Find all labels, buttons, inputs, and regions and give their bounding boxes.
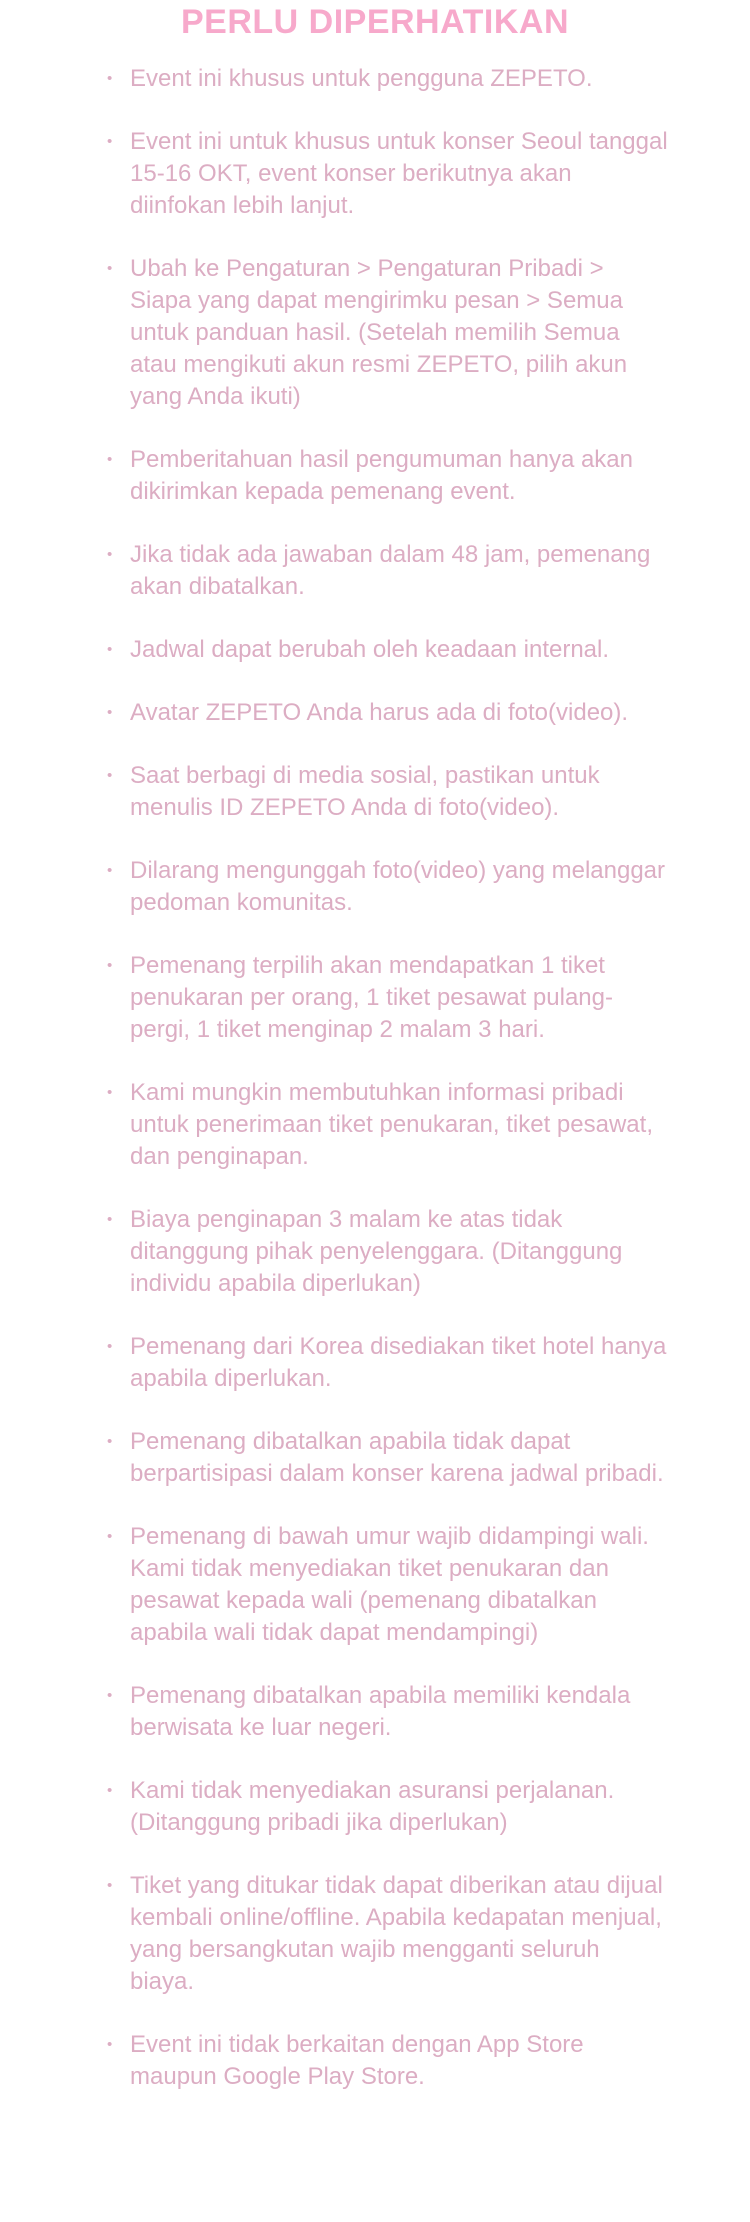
list-item	[0, 253, 750, 413]
list-item	[0, 1775, 750, 1839]
list-item-text: Jika tidak ada jawaban dalam 48 jam, pemenang akan dibatalkan.	[130, 541, 651, 600]
list-item-text: Pemenang dibatalkan apabila memiliki kendala berwisata ke luar negeri.	[130, 1682, 631, 1741]
bullet-icon: •	[107, 133, 113, 150]
bullet-icon: •	[107, 546, 113, 563]
list-item-text: Kami tidak menyediakan asuransi perjalanan. (Ditanggung pribadi jika diperlukan)	[130, 1777, 615, 1836]
bullet-icon: •	[107, 1433, 113, 1450]
list-item	[0, 950, 750, 1046]
list-item	[0, 1680, 750, 1744]
list-item-text: Avatar ZEPETO Anda harus ada di foto(video).	[130, 699, 629, 726]
bullet-icon: •	[107, 1782, 113, 1799]
bullet-icon: •	[107, 1338, 113, 1355]
list-item	[0, 63, 750, 95]
bullet-icon: •	[107, 957, 113, 974]
list-item-text: Tiket yang ditukar tidak dapat diberikan atau dijual kembali online/offline. Apabila kedapatan menjual, yang bersangkutan wajib mengganti seluruh biaya.	[130, 1872, 663, 1995]
list-item	[0, 444, 750, 508]
list-item	[0, 1204, 750, 1300]
list-item-text: Pemberitahuan hasil pengumuman hanya akan dikirimkan kepada pemenang event.	[130, 446, 634, 505]
list-item	[0, 855, 750, 919]
bullet-icon: •	[107, 1211, 113, 1228]
bullet-icon: •	[107, 767, 113, 784]
bullet-icon: •	[107, 704, 113, 721]
list-item-text: Kami mungkin membutuhkan informasi pribadi untuk penerimaan tiket penukaran, tiket pesawat, dan penginapan.	[130, 1079, 653, 1170]
list-item-text: Event ini khusus untuk pengguna ZEPETO.	[130, 65, 593, 92]
bullet-icon: •	[107, 641, 113, 658]
list-item	[0, 697, 750, 729]
list-item-text: Pemenang di bawah umur wajib didampingi wali. Kami tidak menyediakan tiket penukaran dan pesawat kepada wali (pemenang dibatalkan apabila wali tidak dapat mendampingi)	[130, 1523, 649, 1646]
list-item-text: Saat berbagi di media sosial, pastikan untuk menulis ID ZEPETO Anda di foto(video).	[130, 762, 600, 821]
bullet-icon: •	[107, 260, 113, 277]
list-item-text: Ubah ke Pengaturan > Pengaturan Pribadi > Siapa yang dapat mengirimku pesan > Semua untuk panduan hasil. (Setelah memilih Semua atau mengikuti akun resmi ZEPETO, pilih akun yang Anda ikuti)	[130, 255, 628, 410]
list-item	[0, 539, 750, 603]
bullet-icon: •	[107, 862, 113, 879]
list-item	[0, 1077, 750, 1173]
list-item	[0, 1521, 750, 1649]
list-item	[0, 1870, 750, 1998]
list-item-text: Pemenang dari Korea disediakan tiket hotel hanya apabila diperlukan.	[130, 1333, 667, 1392]
bullet-icon: •	[107, 1687, 113, 1704]
bullet-icon: •	[107, 1528, 113, 1545]
list-item	[0, 1426, 750, 1490]
bullet-icon: •	[107, 70, 113, 87]
bullet-icon: •	[107, 1084, 113, 1101]
bullet-icon: •	[107, 451, 113, 468]
list-item	[0, 760, 750, 824]
bullet-icon: •	[107, 2036, 113, 2053]
list-item	[0, 2029, 750, 2093]
list-item-text: Event ini tidak berkaitan dengan App Store maupun Google Play Store.	[130, 2031, 584, 2090]
notice-list	[0, 63, 750, 2124]
list-item-text: Jadwal dapat berubah oleh keadaan internal.	[130, 636, 610, 663]
list-item	[0, 1331, 750, 1395]
bullet-icon: •	[107, 1877, 113, 1894]
list-item	[0, 634, 750, 666]
list-item-text: Pemenang terpilih akan mendapatkan 1 tiket penukaran per orang, 1 tiket pesawat pulang-pergi, 1 tiket menginap 2 malam 3 hari.	[130, 952, 613, 1043]
list-item-text: Pemenang dibatalkan apabila tidak dapat berpartisipasi dalam konser karena jadwal pribadi.	[130, 1428, 664, 1487]
list-item-text: Biaya penginapan 3 malam ke atas tidak ditanggung pihak penyelenggara. (Ditanggung individu apabila diperlukan)	[130, 1206, 623, 1297]
list-item-text: Dilarang mengunggah foto(video) yang melanggar pedoman komunitas.	[130, 857, 666, 916]
list-item-text: Event ini untuk khusus untuk konser Seoul tanggal 15-16 OKT, event konser berikutnya akan diinfokan lebih lanjut.	[130, 128, 668, 219]
list-item	[0, 126, 750, 222]
page-title: PERLU DIPERHATIKAN	[180, 3, 570, 41]
